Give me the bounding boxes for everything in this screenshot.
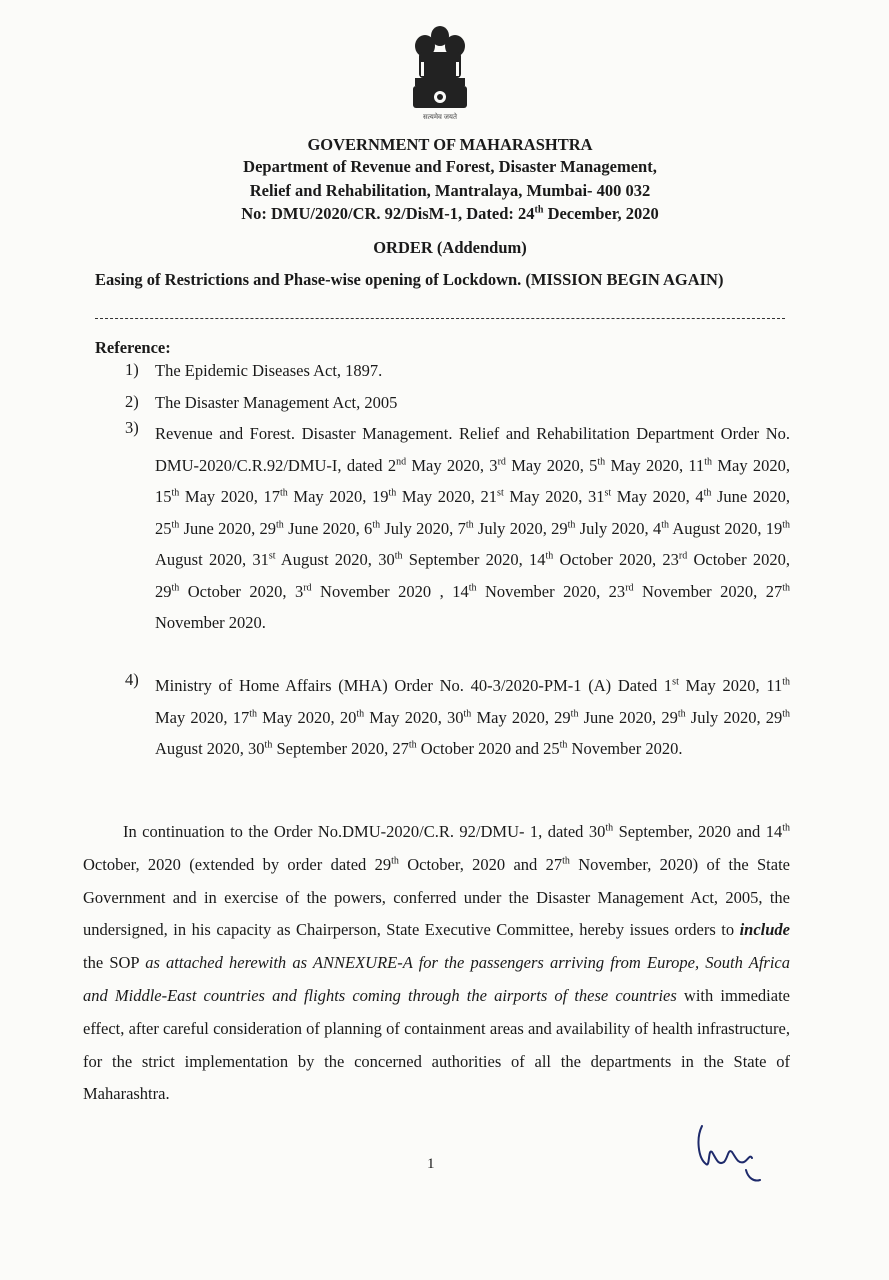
order-subject: Easing of Restrictions and Phase-wise opening of Lockdown. (MISSION BEGIN AGAIN): [95, 270, 724, 289]
annexure-reference: as attached herewith as ANNEXURE-A for the passengers arriving from Europe, South Africa and Middle-East countries and flights coming through the airports of these countries: [83, 953, 790, 1005]
signature: [688, 1118, 768, 1188]
department-line: Department of Revenue and Forest, Disaster Management,: [243, 157, 657, 176]
dashed-divider: [95, 318, 785, 319]
order-paragraph: In continuation to the Order No.DMU-2020/C.R. 92/DMU- 1, dated 30th September, 2020 and 14th October, 2020 (extended by order dated 29th October, 2020 and 27th November, 2020) of the State Government and in exercise of the powers, conferred under the Disaster Management Act, 2005, the undersigned, in his capacity as Chairperson, State Executive Committee, hereby issues orders to include the SOP as attached herewith as ANNEXURE-A for the passengers arriving from Europe, South Africa and Middle-East countries and flights coming through the airports of these countries with immediate effect, after careful consideration of planning of containment areas and availability of health infrastructure, for the strict implementation by the concerned authorities of all the departments in the State of Maharashtra.: [83, 822, 791, 1104]
order-title: ORDER (Addendum): [373, 238, 527, 257]
emblem-caption: सत्यमेव जयते: [423, 113, 457, 121]
reference-item: 3) Revenue and Forest. Disaster Management. Relief and Rehabilitation Department Order No. DMU-2020/C.R.92/DMU-I, dated 2nd May 2020, 3rd May 2020, 5th May 2020, 11th May 2020, 15th May 2020, 17th May 2020, 19th May 2020, 21st May 2020, 31st May 2020, 4th June 2020, 25th June 2020, 29th June 2020, 6th July 2020, 7th July 2020, 29th July 2020, 4th August 2020, 19th August 2020, 31st August 2020, 30th September 2020, 14th October 2020, 23rd October 2020, 29th October 2020, 3rd November 2020 , 14th November 2020, 23rd November 2020, 27th November 2020.: [125, 418, 791, 632]
reference-item: 4) Ministry of Home Affairs (MHA) Order No. 40-3/2020-PM-1 (A) Dated 1st May 2020, 11th May 2020, 17th May 2020, 20th May 2020, 30th May 2020, 29th June 2020, 29th July 2020, 29th August 2020, 30th September 2020, 27th October 2020 and 25th November 2020.: [125, 670, 791, 758]
emphasis-include: include: [739, 920, 790, 940]
reference-heading: Reference:: [95, 338, 171, 357]
reference-item: 1) The Epidemic Diseases Act, 1897.: [125, 360, 383, 380]
government-title: GOVERNMENT OF MAHARASHTRA: [307, 135, 593, 154]
state-emblem-icon: [405, 22, 475, 122]
page-number: 1: [427, 1156, 435, 1172]
order-number-line: No: DMU/2020/CR. 92/DisM-1, Dated: 24th December, 2020: [241, 204, 659, 223]
reference-item: 2) The Disaster Management Act, 2005: [125, 392, 398, 412]
address-line: Relief and Rehabilitation, Mantralaya, Mumbai- 400 032: [249, 181, 651, 200]
